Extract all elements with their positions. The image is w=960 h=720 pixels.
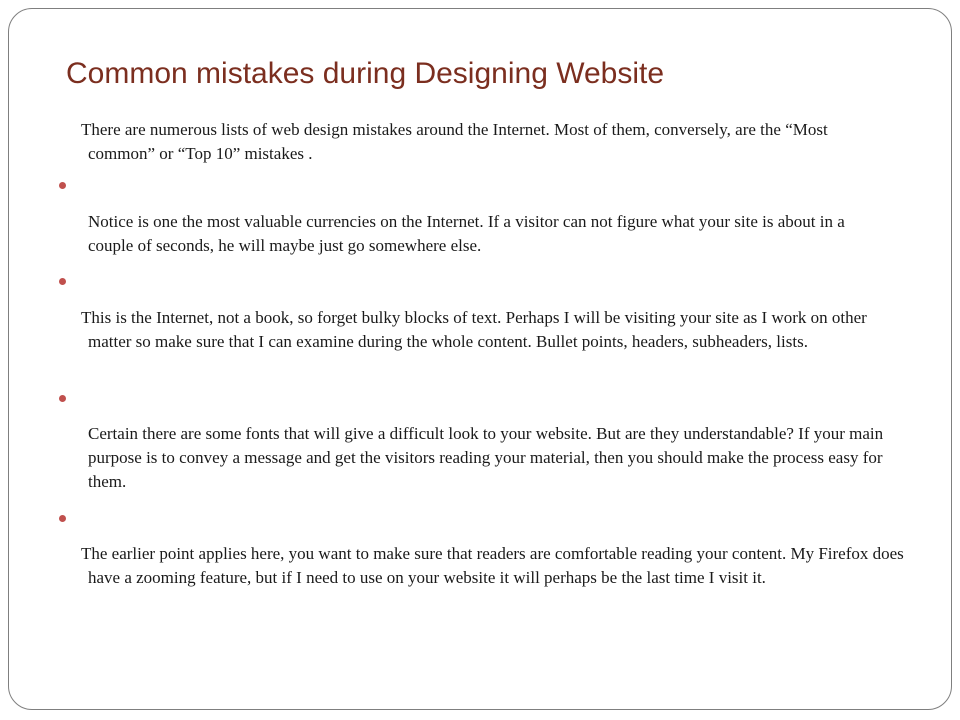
point-paragraph-2: This is the Internet, not a book, so forget bulky blocks of text. Perhaps I will be visiting your site as I work on other matter so make sure that I can examine during the whole content. Bullet points, headers, subheaders, lists. — [81, 308, 867, 351]
slide-frame — [8, 8, 952, 710]
bullet-1 — [59, 182, 66, 189]
point-paragraph-3: Certain there are some fonts that will give a difficult look to your website. But are they understandable? If your main purpose is to convey a message and get the visitors reading your material, then you should make the process easy for them. — [88, 424, 884, 491]
bullet-2 — [59, 278, 66, 285]
bullet-4 — [59, 515, 66, 522]
intro-paragraph: There are numerous lists of web design mistakes around the Internet. Most of them, conversely, are the “Most common” or “Top 10” mistakes . — [81, 120, 828, 163]
point-paragraph-4: The earlier point applies here, you want to make sure that readers are comfortable reading your content. My Firefox does have a zooming feature, but if I need to use on your website it will perhaps be the last time I visit it. — [81, 544, 904, 587]
slide-title: Common mistakes during Designing Website — [66, 57, 665, 90]
point-paragraph-1: Notice is one the most valuable currencies on the Internet. If a visitor can not figure what your site is about in a couple of seconds, he will maybe just go somewhere else. — [88, 212, 845, 255]
bullet-3 — [59, 395, 66, 402]
